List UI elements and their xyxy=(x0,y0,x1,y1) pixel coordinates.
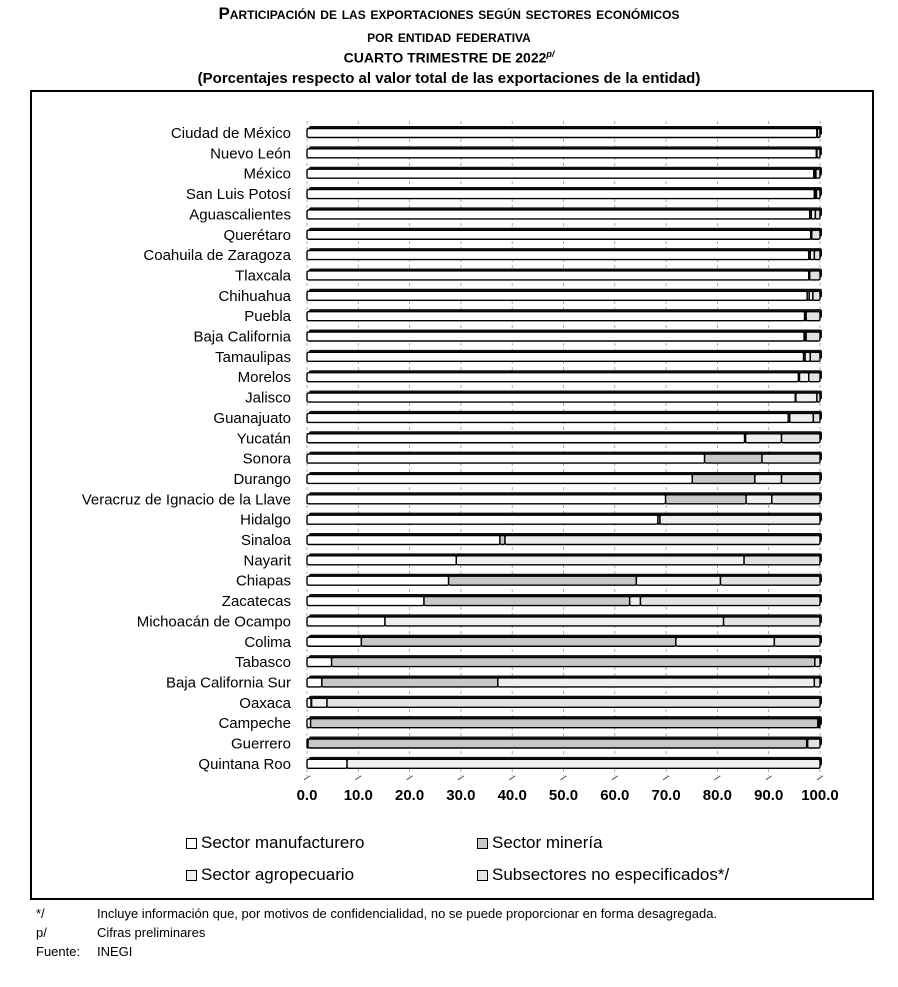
bar-segment xyxy=(307,637,361,646)
bar-segment xyxy=(810,271,820,280)
x-tick-label: 60.0 xyxy=(600,786,630,804)
bar-segment xyxy=(812,230,820,239)
bar-segment xyxy=(806,312,820,321)
category-label: Baja California Sur xyxy=(165,674,291,692)
bar-segment xyxy=(361,637,675,646)
bar-segment xyxy=(307,617,385,626)
legend-swatch xyxy=(477,838,488,849)
bar-segment xyxy=(307,190,814,199)
bar-segment xyxy=(666,495,747,504)
bar-segment xyxy=(308,739,807,748)
bar-segment xyxy=(816,190,820,199)
bar-segment xyxy=(307,515,658,524)
legend-item-no-especificados xyxy=(477,865,729,885)
bar-segment xyxy=(307,576,449,585)
chart-frame xyxy=(30,90,874,900)
category-label: Oaxaca xyxy=(239,694,291,712)
tick-mark xyxy=(766,776,772,780)
bar-segment xyxy=(817,129,820,138)
category-label: Chiapas xyxy=(235,572,291,590)
bar-segment xyxy=(307,454,705,463)
category-label: Sinaloa xyxy=(240,532,291,549)
bar-segment xyxy=(746,434,782,443)
chart-title-line3 xyxy=(0,49,898,66)
x-tick-label: 0.0 xyxy=(296,786,318,804)
x-tick-label: 70.0 xyxy=(651,786,681,804)
bar-segment xyxy=(772,495,820,504)
bar-segment xyxy=(630,597,641,606)
bar-segment xyxy=(805,352,810,361)
bar-segment xyxy=(307,434,745,443)
bar-segment xyxy=(424,597,630,606)
bar-segment xyxy=(307,597,424,606)
bar-segment xyxy=(640,597,820,606)
bar-segment xyxy=(782,474,820,483)
category-label: Ciudad de México xyxy=(170,125,291,142)
bar-segment xyxy=(307,149,816,158)
bar-segment xyxy=(307,474,692,483)
footnote-text-2: Cifras preliminares xyxy=(97,925,206,940)
bar-segment xyxy=(660,515,820,524)
category-label: Tabasco xyxy=(235,654,291,672)
category-label: Tamaulipas xyxy=(215,348,291,366)
category-label: Baja California xyxy=(193,328,291,346)
footnote-mark-2: p/ xyxy=(36,925,47,940)
category-label: Nayarit xyxy=(243,552,291,570)
bar-segment xyxy=(307,373,798,382)
bar-segment xyxy=(720,576,820,585)
bar-segment xyxy=(307,210,810,219)
chart-title-text-2: por entidad federativa xyxy=(367,27,531,46)
legend-item-mineria xyxy=(477,833,603,853)
legend-swatch xyxy=(186,870,197,881)
category-label: México xyxy=(243,165,291,183)
category-label: Michoacán de Ocampo xyxy=(136,613,291,631)
legend-label: Sector minería xyxy=(492,833,603,852)
category-label: Guanajuato xyxy=(213,409,291,427)
category-label: Coahuila de Zaragoza xyxy=(143,247,291,265)
category-label: Yucatán xyxy=(236,430,291,448)
preliminary-mark: p/ xyxy=(546,49,555,59)
bar-segment xyxy=(636,576,720,585)
bar-segment xyxy=(815,210,820,219)
bar-segment xyxy=(347,759,820,768)
tick-mark xyxy=(714,776,720,780)
chart-title-text-1: Participación de las exportaciones según sectores económicos xyxy=(218,4,680,23)
bar-segment xyxy=(332,658,815,667)
bar-segment xyxy=(813,413,820,422)
chart-title-line1 xyxy=(0,4,898,24)
legend-label: Subsectores no especificados*/ xyxy=(492,865,730,884)
bar-segment xyxy=(808,739,820,748)
bar-segment xyxy=(307,251,809,260)
bar-segment xyxy=(311,719,818,728)
bar-segment xyxy=(806,332,820,341)
x-tick-label: 40.0 xyxy=(497,786,527,804)
tick-mark xyxy=(304,776,310,780)
category-label: Guerrero xyxy=(230,735,291,753)
bar-chart xyxy=(32,92,872,832)
bar-segment xyxy=(327,698,820,707)
bar-segment xyxy=(307,129,817,138)
tick-mark xyxy=(663,776,669,780)
bar-segment xyxy=(782,434,820,443)
category-label: Aguascalientes xyxy=(189,206,291,224)
legend-swatch xyxy=(186,838,197,849)
category-label: Durango xyxy=(233,470,291,488)
bar-segment xyxy=(813,291,820,300)
footnote-mark-1: */ xyxy=(36,906,45,921)
bar-segment xyxy=(755,474,782,483)
bar-segment xyxy=(307,352,804,361)
category-label: San Luis Potosí xyxy=(185,186,291,204)
category-label: Veracruz de Ignacio de la Llave xyxy=(81,491,291,509)
legend-label: Sector manufacturero xyxy=(201,833,365,852)
bar-segment xyxy=(790,413,814,422)
bar-segment xyxy=(307,291,807,300)
x-tick-label: 80.0 xyxy=(702,786,733,804)
bar-segment xyxy=(814,251,820,260)
tick-mark xyxy=(509,776,515,780)
tick-mark xyxy=(817,776,823,780)
tick-mark xyxy=(407,776,413,780)
category-label: Puebla xyxy=(244,308,291,326)
bar-segment xyxy=(692,474,755,483)
bar-segment xyxy=(498,678,815,687)
bar-segment xyxy=(815,658,820,667)
tick-mark xyxy=(458,776,464,780)
legend-label: Sector agropecuario xyxy=(201,865,355,884)
x-tick-label: 30.0 xyxy=(446,786,476,804)
bar-segment xyxy=(312,698,327,707)
category-label: Sonora xyxy=(242,450,291,468)
chart-title-line2 xyxy=(0,27,898,47)
bar-segment xyxy=(322,678,498,687)
bar-segment xyxy=(809,373,820,382)
x-tick-label: 90.0 xyxy=(754,786,784,804)
category-label: Hidalgo xyxy=(240,511,291,529)
bar-segment xyxy=(746,495,772,504)
category-label: Tlaxcala xyxy=(235,267,291,285)
chart-subtitle: (Porcentajes respecto al valor total de las exportaciones de la entidad) xyxy=(197,70,701,87)
bar-segment xyxy=(307,495,666,504)
tick-mark xyxy=(355,776,361,780)
bar-segment xyxy=(705,454,762,463)
bar-segment xyxy=(724,617,820,626)
tick-mark xyxy=(612,776,618,780)
bar-segment xyxy=(500,536,505,545)
legend-swatch xyxy=(477,870,488,881)
category-label: Nuevo León xyxy=(210,145,291,163)
legend-item-agropecuario xyxy=(186,865,354,885)
bar-segment xyxy=(307,271,809,280)
bar-segment xyxy=(817,393,820,402)
x-tick-label: 20.0 xyxy=(394,786,425,804)
bar-segment xyxy=(819,719,820,728)
tick-mark xyxy=(561,776,567,780)
x-tick-label: 10.0 xyxy=(343,786,373,804)
bar-segment xyxy=(810,352,820,361)
source-text: INEGI xyxy=(97,944,133,959)
bar-segment xyxy=(796,393,817,402)
bar-segment xyxy=(744,556,820,565)
footnote-text-1: Incluye información que, por motivos de confidencialidad, no se puede proporcionar en forma desagregada. xyxy=(97,906,718,921)
bar-segment xyxy=(307,759,347,768)
bar-segment xyxy=(307,393,795,402)
bar-segment xyxy=(456,556,744,565)
category-label: Querétaro xyxy=(223,226,291,244)
bar-segment xyxy=(307,536,500,545)
bar-segment xyxy=(799,373,808,382)
bar-segment xyxy=(816,169,820,178)
category-label: Morelos xyxy=(237,369,291,387)
bar-segment xyxy=(762,454,820,463)
bar-segment xyxy=(307,556,456,565)
bar-segment xyxy=(385,617,724,626)
bar-segment xyxy=(307,312,805,321)
bar-segment xyxy=(505,536,820,545)
category-label: Zacatecas xyxy=(221,593,291,611)
x-tick-label: 100.0 xyxy=(801,786,839,804)
category-label: Jalisco xyxy=(245,389,291,407)
bar-segment xyxy=(307,658,332,667)
bar-segment xyxy=(307,332,804,341)
category-label: Campeche xyxy=(218,715,291,733)
bar-segment xyxy=(449,576,637,585)
category-label: Colima xyxy=(244,633,291,651)
category-label: Quintana Roo xyxy=(198,755,291,773)
bar-segment xyxy=(814,678,820,687)
legend-item-manufacturero xyxy=(186,833,364,853)
category-label: Chihuahua xyxy=(218,287,291,305)
bar-segment xyxy=(676,637,774,646)
bar-segment xyxy=(774,637,820,646)
bar-segment xyxy=(307,169,814,178)
source-label: Fuente: xyxy=(36,944,81,959)
chart-title-text-3: CUARTO TRIMESTRE DE 2022 xyxy=(343,49,547,66)
bar-segment xyxy=(307,230,811,239)
bar-segment xyxy=(307,413,788,422)
x-tick-label: 50.0 xyxy=(548,786,579,804)
bar-segment xyxy=(817,149,820,158)
bar-segment xyxy=(307,678,322,687)
